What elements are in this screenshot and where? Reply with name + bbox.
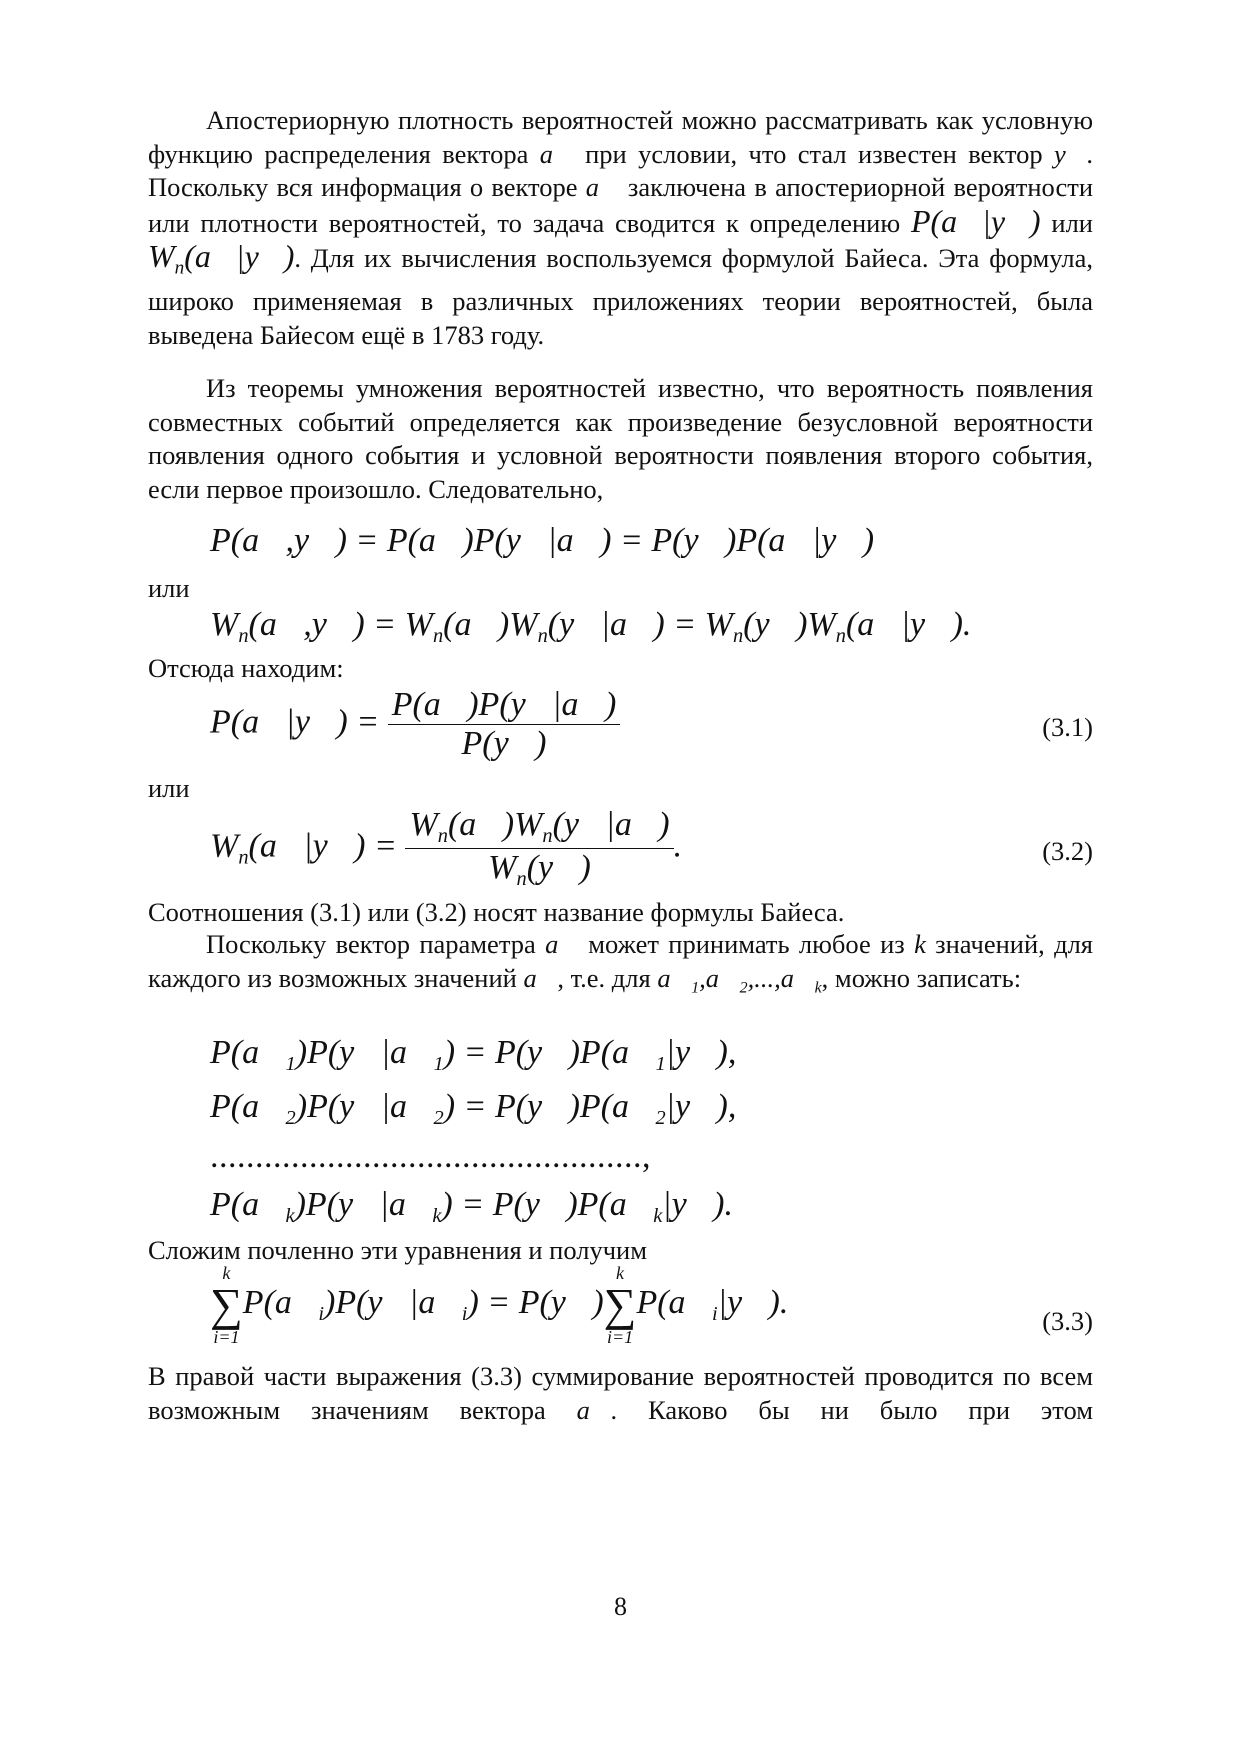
equation-label-3-3: (3.3) <box>1042 1306 1093 1336</box>
text-hence: Отсюда находим: <box>148 653 344 683</box>
paragraph-1: Апостериорную плотность вероятностей можно рассматривать как условную функцию распределения вектора a⃗ при условии, что стал известен вектор y⃗. Поскольку вся информация о векторе a⃗ заключена в апостериорной вероятности или плотности вероятностей, то задача сводится к определению P(a⃗|y⃗) или $W_n(a⃗|y⃗)$. Для их вычисления воспользуемся формулой Байеса. Эта формула, широко применяемая в различных приложениях теории вероятностей, была выведена Байесом ещё в 1783 году. <box>148 105 1093 350</box>
text-or-1: или <box>148 573 190 603</box>
text-bayes-name: Соотношения (3.1) или (3.2) носят название формулы Байеса. <box>148 897 845 927</box>
equation-label-3-2: (3.2) <box>1042 836 1093 866</box>
equation-joint-density: $W_n(a⃗,y⃗)$ = $W_n(a⃗)W_n(y⃗|a⃗)$ = $W_n(y⃗)W_n(a⃗|y⃗)$. <box>210 606 972 648</box>
sum-symbol-right: k ∑ i=1 <box>603 1263 637 1347</box>
equation-joint-probability: P(a⃗,y⃗) = P(a⃗)P(y⃗|a⃗) = P(y⃗)P(a⃗|y⃗) <box>210 522 875 559</box>
equation-list-2: $P(a⃗_2)P(y⃗|a⃗_2)$ = $P(y⃗)P(a⃗_2|y⃗)$, <box>210 1088 737 1130</box>
paragraph-k-values: Поскольку вектор параметра a⃗ может принимать любое из k значений, для каждого из возможных значений a⃗, т.е. для $a⃗_1,a⃗_2,...,a⃗_k$, можно записать: <box>148 929 1093 997</box>
equation-3-1: P(a⃗|y⃗) = $\frac{P(a⃗)P(y⃗|a⃗)}{P(y⃗)}$ <box>210 686 620 763</box>
paragraph-final: В правой части выражения (3.3) суммирование вероятностей проводится по всем возможным значениям вектора a⃗. Каково бы ни было при этом <box>148 1361 1093 1425</box>
equation-list-dots: ................................................, <box>210 1138 651 1175</box>
text-sum-up: Сложим почленно эти уравнения и получим <box>148 1235 647 1265</box>
equation-label-3-1: (3.1) <box>1042 712 1093 742</box>
text-or-2: или <box>148 773 190 803</box>
equation-list-1: $P(a⃗_1)P(y⃗|a⃗_1)$ = $P(y⃗)P(a⃗_1|y⃗)$, <box>210 1034 737 1076</box>
page-number: 8 <box>614 1592 627 1621</box>
paragraph-2: Из теоремы умножения вероятностей известно, что вероятность появления совместных событий определяется как произведение безусловной вероятности появления одного события и условной вероятности появления второго события, если первое произошло. Следовательно, <box>148 373 1093 504</box>
equation-3-2: $W_n(a⃗|y⃗)$ = $\frac{W_n(a⃗)W_n(y⃗|a⃗)}{W_n(y⃗)}$ . <box>210 806 683 891</box>
sum-symbol: k ∑ i=1 <box>210 1263 243 1347</box>
equation-3-3: k ∑ i=1 $P(a⃗_i)P(y⃗|a⃗_i)$ = P(y⃗) k ∑ i=1 $P(a⃗_i|y⃗)$. <box>210 1263 789 1347</box>
equation-list-k: $P(a⃗_k)P(y⃗|a⃗_k)$ = $P(y⃗)P(a⃗_k|y⃗)$. <box>210 1186 733 1228</box>
